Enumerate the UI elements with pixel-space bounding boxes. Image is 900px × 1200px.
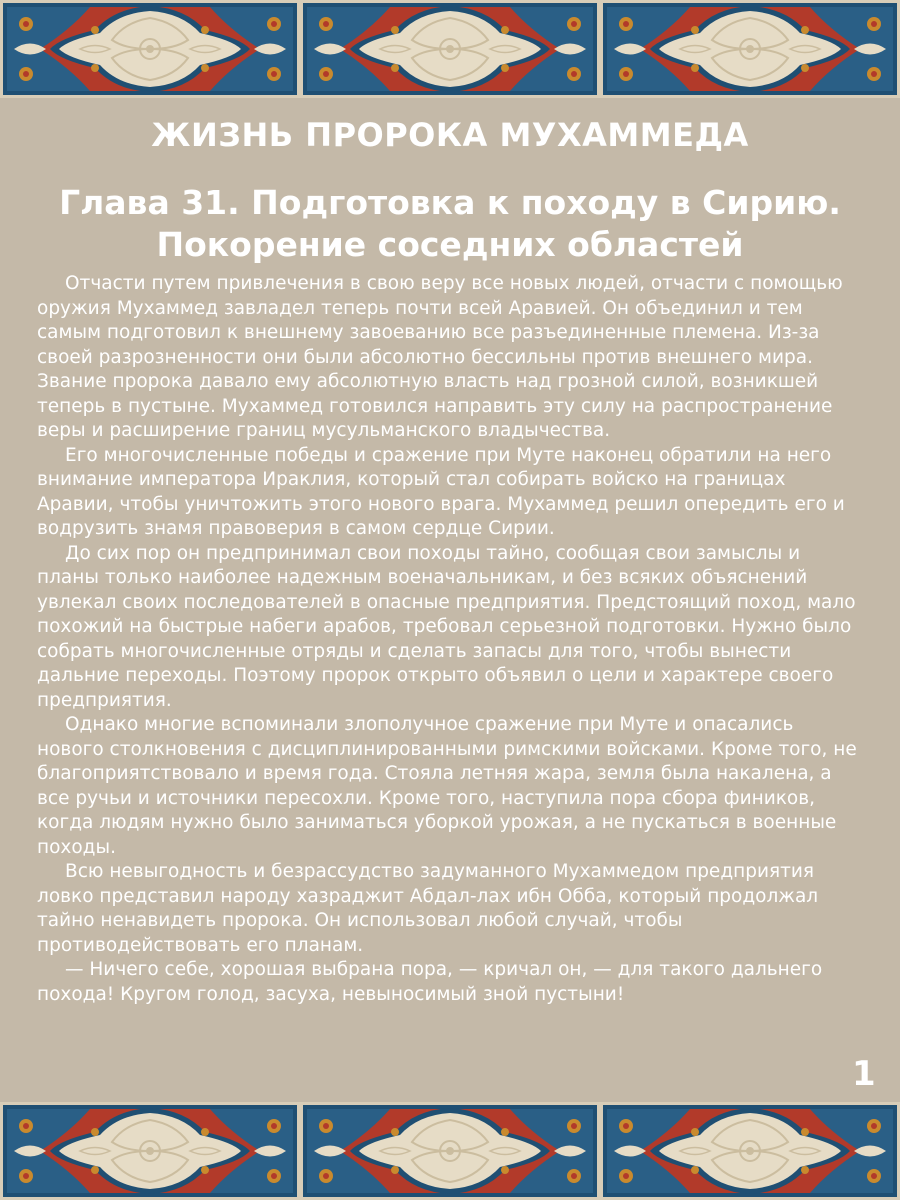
paragraph: Его многочисленные победы и сражение при Муте наконец обратили на него внимание императора Ираклия, который стал собирать войско на границах Аравии, чтобы уничтожить этого нового врага. Мухаммед решил опередить его и водрузить знамя правоверия в самом сердце Сирии. bbox=[37, 444, 845, 539]
chapter-title bbox=[0, 182, 900, 266]
top-ornament-border bbox=[0, 0, 900, 98]
paragraph: Однако многие вспоминали злополучное сражение при Муте и опасались нового столкновения с дисциплинированными римскими войсками. Кроме того, не благоприятствовало и время года. Стояла летняя жара, земля была накалена, а все ручьи и источники пересохли. Кроме того, наступила пора сбора фиников, когда людям нужно было заниматься уборкой урожая, а не пускаться в военные походы. bbox=[37, 714, 857, 858]
chapter-body bbox=[37, 272, 863, 1007]
arabesque-ornament-icon bbox=[0, 0, 300, 98]
page-number: 1 bbox=[852, 1054, 876, 1094]
paragraph: Всю невыгодность и безрассудство задуманного Мухаммедом предприятия ловко представил народу хазраджит Абдал-лах ибн Обба, который продолжал тайно ненавидеть пророка. Он использовал любой случай, чтобы противодействовать его планам. bbox=[37, 861, 819, 956]
paragraph: Отчасти путем привлечения в свою веру все новых людей, отчасти с помощью оружия Мухаммед завладел теперь почти всей Аравией. Он объединил и тем самым подготовил к внешнему завоеванию все разъединенные племена. Из-за своей разрозненности они были абсолютно бессильны против внешнего мира. Звание пророка давало ему абсолютную власть над грозной силой, возникшей теперь в пустыне. Мухаммед готовился направить эту силу на распространение веры и расширение границ мусульманского владычества. bbox=[37, 273, 843, 441]
arabesque-ornament-icon bbox=[300, 0, 600, 98]
paragraph: До сих пор он предпринимал свои походы тайно, сообщая свои замыслы и планы только наиболее надежным военачальникам, и без всяких объяснений увлекал своих последователей в опасные предприятия. Предстоящий поход, мало похожий на быстрые набеги арабов, требовал серьезной подготовки. Нужно было собрать многочисленные отряды и сделать запасы для того, чтобы вынести дальние переходы. Поэтому пророк открыто объявил о цели и характере своего предприятия. bbox=[37, 542, 856, 711]
arabesque-ornament-icon bbox=[600, 1102, 900, 1200]
arabesque-ornament-icon bbox=[600, 0, 900, 98]
paragraph: — Ничего себе, хорошая выбрана пора, — кричал он, — для такого дальнего похода! Кругом голод, засуха, невыносимый зной пустыни! bbox=[37, 959, 823, 1005]
book-title: ЖИЗНЬ ПРОРОКА МУХАММЕДА bbox=[151, 116, 749, 154]
arabesque-ornament-icon bbox=[300, 1102, 600, 1200]
bottom-ornament-border bbox=[0, 1102, 900, 1200]
chapter-title-line-2: Покорение соседних областей bbox=[156, 225, 744, 264]
chapter-title-line-1: Глава 31. Подготовка к походу в Сирию. bbox=[59, 183, 841, 222]
arabesque-ornament-icon bbox=[0, 1102, 300, 1200]
